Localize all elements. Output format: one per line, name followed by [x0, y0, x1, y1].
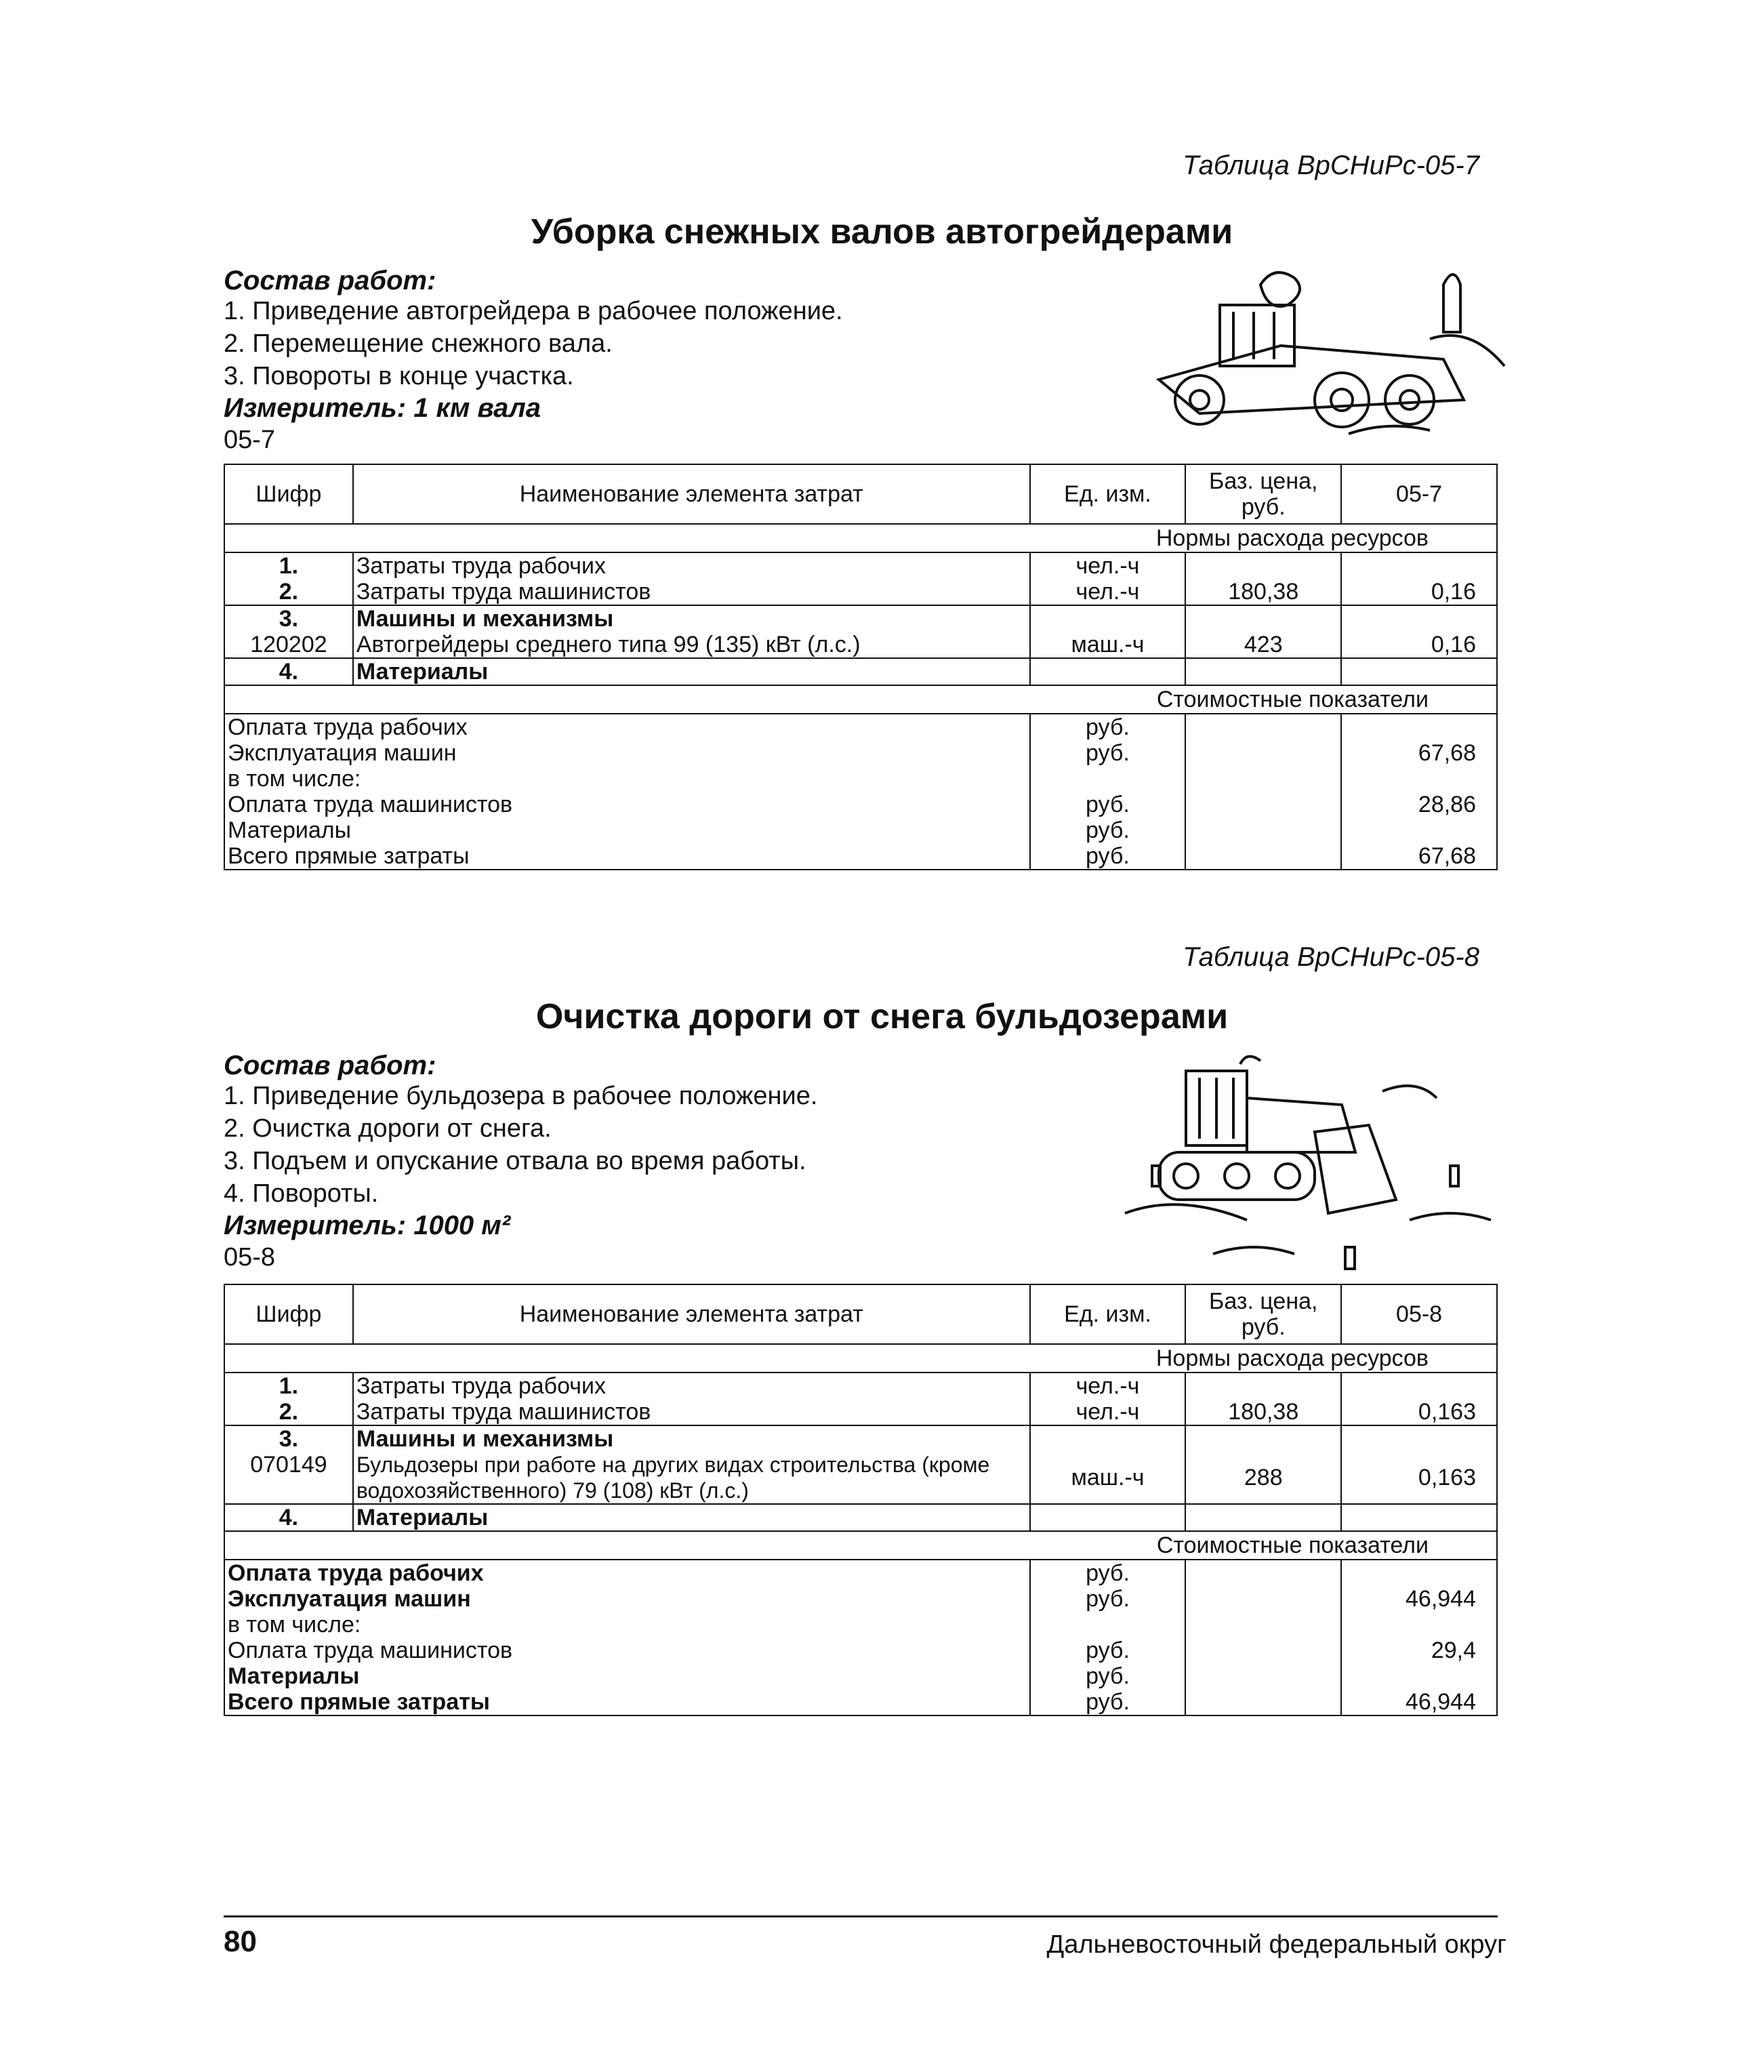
cost-value: 46,944 [1341, 1586, 1497, 1612]
row-shifr: 3. [224, 1425, 353, 1452]
table-row [224, 605, 1497, 632]
cost-name: Всего прямые затраты [224, 1689, 1030, 1715]
cost-value: 67,68 [1341, 843, 1497, 870]
header-shifr: Шифр [224, 1284, 353, 1344]
work-step: 4. Повороты. [224, 1179, 379, 1208]
cost-value [1341, 1612, 1497, 1638]
row-value: 0,16 [1341, 632, 1497, 658]
cost-unit: руб. [1030, 740, 1186, 766]
row-price [1185, 1425, 1341, 1452]
cost-name: Оплата труда рабочих [224, 1560, 1030, 1586]
cost-name: Оплата труда рабочих [224, 714, 1030, 740]
cost-name: в том числе: [224, 766, 1030, 792]
table-row [224, 1452, 1497, 1504]
cost-row [224, 792, 1497, 817]
cost-empty [1185, 1638, 1341, 1663]
cost-row [224, 1689, 1497, 1715]
cost-empty [1185, 740, 1341, 766]
row-name: Бульдозеры при работе на других видах строительства (кроме водохозяйственного) 79 (108) кВт (л.с.) [353, 1452, 1030, 1504]
norms-section-row [224, 1344, 1497, 1373]
cost-value [1341, 817, 1497, 843]
table-row [224, 632, 1497, 658]
cost-value [1341, 766, 1497, 792]
cost-unit: руб. [1030, 1663, 1186, 1689]
work-step: 2. Перемещение снежного вала. [224, 329, 613, 358]
cost-unit: руб. [1030, 1689, 1186, 1715]
table-code: 05-7 [224, 426, 276, 454]
header-code: 05-7 [1341, 464, 1497, 524]
page-number: 80 [224, 1925, 257, 1958]
table-row [224, 658, 1497, 685]
row-name: Материалы [353, 658, 1030, 685]
table-row [224, 1399, 1497, 1425]
row-price: 180,38 [1185, 1399, 1341, 1425]
row-name: Затраты труда рабочих [353, 552, 1030, 579]
measure-unit: Измеритель: 1 км вала [224, 393, 541, 423]
cost-unit: руб. [1030, 843, 1186, 870]
norms-title: Нормы расхода ресурсов [224, 524, 1497, 552]
row-unit: маш.-ч [1030, 632, 1186, 658]
motor-grader-illustration [1145, 244, 1511, 441]
cost-unit: руб. [1030, 1586, 1186, 1612]
table-row [224, 1373, 1497, 1399]
measure-unit: Измеритель: 1000 м² [224, 1211, 511, 1240]
work-step: 3. Повороты в конце участка. [224, 362, 574, 390]
row-unit: чел.-ч [1030, 552, 1186, 579]
cost-row [224, 714, 1497, 740]
row-value [1341, 552, 1497, 579]
cost-row [224, 1560, 1497, 1586]
row-shifr: 2. [224, 579, 353, 605]
row-shifr: 1. [224, 552, 353, 579]
row-price [1185, 605, 1341, 632]
row-price: 288 [1185, 1452, 1341, 1504]
header-shifr: Шифр [224, 464, 353, 524]
cost-name: Оплата труда машинистов [224, 792, 1030, 817]
header-name: Наименование элемента затрат [353, 464, 1030, 524]
row-name: Затраты труда машинистов [353, 1399, 1030, 1425]
row-price: 180,38 [1185, 579, 1341, 605]
header-price: Баз. цена, руб. [1185, 464, 1341, 524]
row-name: Автогрейдеры среднего типа 99 (135) кВт (л.с.) [353, 632, 1030, 658]
cost-row [224, 1638, 1497, 1663]
footer-divider [224, 1915, 1498, 1917]
cost-unit: руб. [1030, 817, 1186, 843]
resources-table [224, 464, 1498, 870]
section-title: Очистка дороги от снега бульдозерами [535, 997, 1229, 1036]
row-value [1341, 605, 1497, 632]
cost-value: 28,86 [1341, 792, 1497, 817]
row-shifr: 070149 [224, 1452, 353, 1504]
cost-section-row [224, 685, 1497, 714]
work-step: 1. Приведение бульдозера в рабочее положение. [224, 1082, 818, 1110]
work-step: 1. Приведение автогрейдера в рабочее положение. [224, 297, 843, 325]
section-title: Уборка снежных валов автогрейдерами [531, 212, 1233, 251]
row-name: Материалы [353, 1504, 1030, 1531]
cost-empty [1185, 1612, 1341, 1638]
row-value [1341, 1373, 1497, 1399]
cost-name: Материалы [224, 1663, 1030, 1689]
row-name: Затраты труда машинистов [353, 579, 1030, 605]
row-name: Машины и механизмы [353, 605, 1030, 632]
cost-row [224, 1612, 1497, 1638]
row-unit: маш.-ч [1030, 1452, 1186, 1504]
work-step: 3. Подъем и опускание отвала во время работы. [224, 1147, 806, 1175]
cost-empty [1185, 1689, 1341, 1715]
work-step: 2. Очистка дороги от снега. [224, 1114, 552, 1143]
cost-name: Эксплуатация машин [224, 740, 1030, 766]
cost-name: Всего прямые затраты [224, 843, 1030, 870]
header-unit: Ед. изм. [1030, 1284, 1186, 1344]
row-value [1341, 658, 1497, 685]
cost-value: 67,68 [1341, 740, 1497, 766]
row-name: Машины и механизмы [353, 1425, 1030, 1452]
table-row [224, 552, 1497, 579]
cost-unit: руб. [1030, 792, 1186, 817]
norms-title: Нормы расхода ресурсов [224, 1344, 1497, 1373]
cost-unit: руб. [1030, 1560, 1186, 1586]
row-price [1185, 552, 1341, 579]
row-unit: чел.-ч [1030, 579, 1186, 605]
norms-section-row [224, 524, 1497, 552]
row-shifr: 3. [224, 605, 353, 632]
table-row [224, 1504, 1497, 1531]
row-value: 0,163 [1341, 1452, 1497, 1504]
footer-region: Дальневосточный федеральный округ [1046, 1930, 1506, 1959]
cost-value [1341, 1663, 1497, 1689]
cost-value: 46,944 [1341, 1689, 1497, 1715]
row-unit [1030, 1504, 1186, 1531]
cost-empty [1185, 766, 1341, 792]
cost-empty [1185, 792, 1341, 817]
cost-section-row [224, 1531, 1497, 1560]
cost-row [224, 766, 1497, 792]
cost-row [224, 843, 1497, 870]
cost-name: Материалы [224, 817, 1030, 843]
resources-table [224, 1284, 1498, 1716]
row-value: 0,163 [1341, 1399, 1497, 1425]
row-value: 0,16 [1341, 579, 1497, 605]
cost-unit [1030, 1612, 1186, 1638]
table-header-row [224, 1284, 1497, 1344]
work-composition-label: Состав работ: [224, 266, 436, 296]
cost-unit [1030, 766, 1186, 792]
cost-row [224, 1586, 1497, 1612]
row-value [1341, 1504, 1497, 1531]
cost-empty [1185, 714, 1341, 740]
row-shifr: 1. [224, 1373, 353, 1399]
row-price [1185, 1504, 1341, 1531]
header-name: Наименование элемента затрат [353, 1284, 1030, 1344]
row-unit [1030, 658, 1186, 685]
cost-empty [1185, 843, 1341, 870]
row-shifr: 120202 [224, 632, 353, 658]
bulldozer-illustration [1111, 1044, 1518, 1274]
cost-empty [1185, 817, 1341, 843]
cost-row [224, 1663, 1497, 1689]
cost-row [224, 740, 1497, 766]
cost-title: Стоимостные показатели [224, 685, 1497, 714]
row-unit [1030, 1425, 1186, 1452]
cost-name: Эксплуатация машин [224, 1586, 1030, 1612]
row-shifr: 4. [224, 1504, 353, 1531]
header-code: 05-8 [1341, 1284, 1497, 1344]
row-shifr: 2. [224, 1399, 353, 1425]
table-row [224, 1425, 1497, 1452]
row-name: Затраты труда рабочих [353, 1373, 1030, 1399]
cost-empty [1185, 1663, 1341, 1689]
table-label: Таблица ВрСНиРс-05-7 [1183, 150, 1479, 180]
row-shifr: 4. [224, 658, 353, 685]
row-price [1185, 1373, 1341, 1399]
row-unit: чел.-ч [1030, 1373, 1186, 1399]
cost-unit: руб. [1030, 1638, 1186, 1663]
row-unit: чел.-ч [1030, 1399, 1186, 1425]
cost-empty [1185, 1560, 1341, 1586]
cost-value: 29,4 [1341, 1638, 1497, 1663]
cost-row [224, 817, 1497, 843]
row-unit [1030, 605, 1186, 632]
cost-unit: руб. [1030, 714, 1186, 740]
table-code: 05-8 [224, 1243, 276, 1272]
cost-name: в том числе: [224, 1612, 1030, 1638]
header-unit: Ед. изм. [1030, 464, 1186, 524]
header-price: Баз. цена, руб. [1185, 1284, 1341, 1344]
table-label: Таблица ВрСНиРс-05-8 [1183, 942, 1479, 972]
table-header-row [224, 464, 1497, 524]
cost-value [1341, 1560, 1497, 1586]
row-value [1341, 1425, 1497, 1452]
cost-name: Оплата труда машинистов [224, 1638, 1030, 1663]
cost-title: Стоимостные показатели [224, 1531, 1497, 1560]
cost-empty [1185, 1586, 1341, 1612]
row-price [1185, 658, 1341, 685]
cost-value [1341, 714, 1497, 740]
work-composition-label: Состав работ: [224, 1051, 436, 1080]
row-price: 423 [1185, 632, 1341, 658]
table-row [224, 579, 1497, 605]
